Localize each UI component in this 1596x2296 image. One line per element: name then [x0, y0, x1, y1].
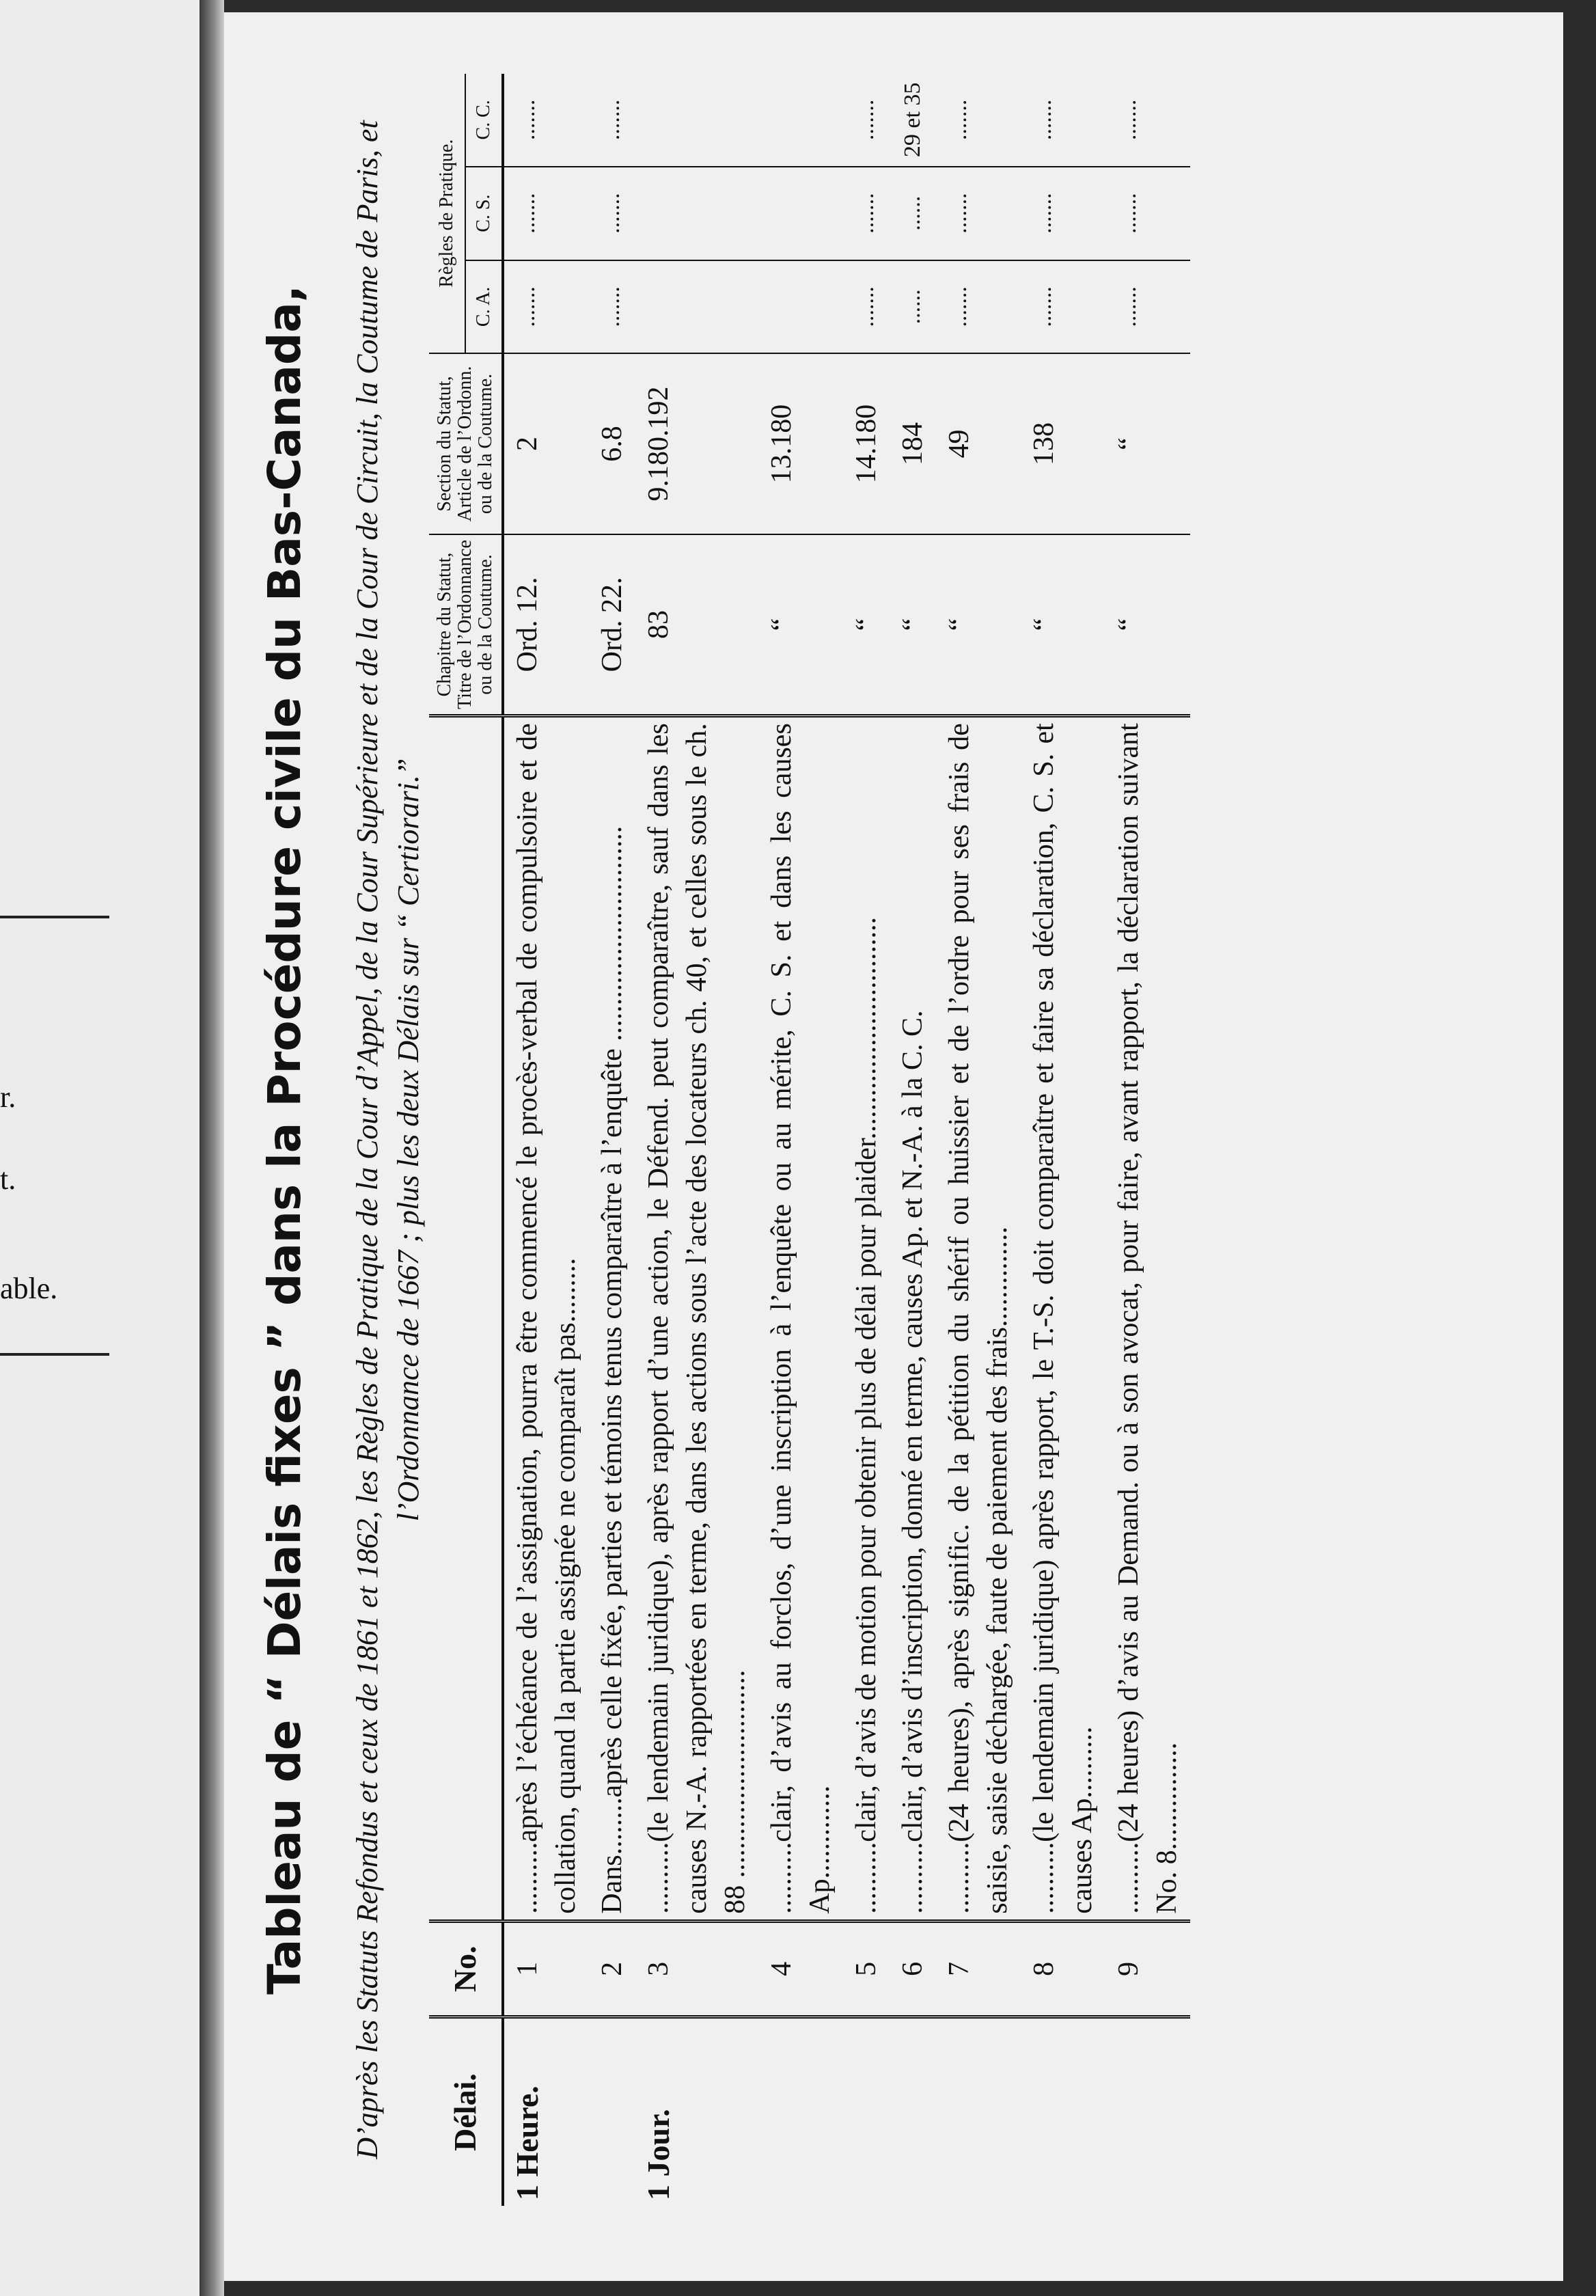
- book-gutter: [200, 0, 224, 2296]
- number-cell: 2: [589, 1921, 635, 2017]
- regle-cs-cell: .......: [589, 167, 635, 260]
- header-no: No.: [429, 1921, 503, 2017]
- description-cell: ..........(le lendemain juridique), après rapport d’une action, le Défend. peut comparaître, sauf dans les causes N.-A. rapportées en terme, dans les actions sous l’acte des locateurs ch. 40, et celles sous le ch. 88 .............................: [635, 716, 758, 1921]
- number-cell: 8: [1021, 1921, 1105, 2017]
- regle-ca-cell: .......: [1021, 260, 1105, 354]
- chapitre-cell: Ord. 22.: [589, 534, 635, 716]
- regle-ca-cell: [758, 260, 843, 354]
- chapitre-cell: Ord. 12.: [503, 534, 589, 716]
- description-cell: ..........(24 heures), après signific. de la pétition du shérif ou huissier et de l’ordre pour ses frais de saisie, saisie déchargée, faute de paiement des frais..............: [936, 716, 1021, 1921]
- left-page-fragment: [0, 0, 204, 2296]
- table-row: [503, 74, 589, 2206]
- delai-cell: 1 Heure.: [503, 2017, 589, 2206]
- chapitre-cell: “: [1105, 534, 1190, 716]
- regle-cc-cell: .......: [946, 99, 972, 141]
- left-text-fragment: r.: [0, 1080, 16, 1114]
- number-cell: 5: [843, 1921, 890, 2017]
- delais-table: [429, 74, 1190, 2206]
- regle-cc-cell: .......: [514, 99, 540, 141]
- number-cell: 9: [1105, 1921, 1190, 2017]
- delai-cell: [758, 2017, 843, 2206]
- regle-cs-cell: [758, 167, 843, 260]
- regle-cs-cell: .......: [1021, 167, 1105, 260]
- regle-cc-cell: 29 et 35: [900, 82, 925, 158]
- section-cell: 49: [936, 353, 1021, 534]
- delai-cell: [936, 2017, 1021, 2206]
- header-cs: C. S.: [465, 167, 503, 260]
- number-cell: 1: [503, 1921, 589, 2017]
- delai-cell: [1105, 2017, 1190, 2206]
- chapitre-cell: “: [890, 534, 936, 716]
- header-delai: Délai.: [429, 2017, 503, 2206]
- chapitre-cell: “: [843, 534, 890, 716]
- regle-ca-cell: [635, 260, 758, 354]
- delai-cell: [1021, 2017, 1105, 2206]
- section-cell: 9.180.192: [635, 353, 758, 534]
- section-cell: 138: [1021, 353, 1105, 534]
- section-cell: “: [1105, 353, 1190, 534]
- regle-cc-cell: [758, 74, 843, 167]
- description-cell: ..........clair, d’avis au forclos, d’une inscription à l’enquête ou au mérite, C. S. et dans les causes Ap.............: [758, 716, 843, 1921]
- section-cell: 13.180: [758, 353, 843, 534]
- table-row: [758, 74, 843, 2206]
- section-cell: 14.180: [843, 353, 890, 534]
- regle-ca-cell: .......: [936, 260, 1021, 354]
- number-cell: 7: [936, 1921, 1021, 2017]
- section-cell: 6.8: [589, 353, 635, 534]
- left-text-fragment: t.: [0, 1162, 16, 1196]
- description-cell: ..........après l’échéance de l’assignation, pourra être commencé le procès-verbal de compulsoire et de collation, quand la partie assignée ne comparaît pas.........: [503, 716, 589, 1921]
- delai-cell: [843, 2017, 890, 2206]
- description-cell: ..........(24 heures) d’avis au Demand. ou à son avocat, pour faire, avant rapport, la déclaration suivant No. 8...............: [1105, 716, 1190, 1921]
- regle-cc-cell: .......: [1031, 99, 1056, 141]
- regle-cs-cell: .......: [843, 167, 890, 260]
- regle-ca-cell: .......: [503, 260, 589, 354]
- header-regles: Règles de Pratique.: [429, 74, 465, 353]
- regle-ca-cell: .......: [1105, 260, 1190, 354]
- regle-ca-cell: .......: [843, 260, 890, 354]
- table-row: [1105, 74, 1190, 2206]
- table-row: [635, 74, 758, 2206]
- regle-cs-cell: .......: [1105, 167, 1190, 260]
- regle-ca-cell: ......: [890, 260, 936, 354]
- divider: [0, 1353, 109, 1356]
- page-subtitle: D’après les Statuts Refondus et ceux de 1861 et 1862, les Règles de Pratique de la Cour d’Appel, de la Cour Supérieure et de la Cour de Circuit, la Coutume de Paris, et l’Ordonnance de 1667 ; plus les deux Délais sur “ Certiorari.”: [350, 120, 425, 2159]
- table-row: [936, 74, 1021, 2206]
- regle-cs-cell: .......: [503, 167, 589, 260]
- header-cc: C. C.: [465, 74, 503, 167]
- regle-cs-cell: ......: [890, 167, 936, 260]
- delai-cell: [589, 2017, 635, 2206]
- chapitre-cell: “: [936, 534, 1021, 716]
- regle-cc-cell: .......: [1116, 99, 1141, 141]
- section-cell: 184: [890, 353, 936, 534]
- regle-cs-cell: .......: [936, 167, 1021, 260]
- table-row: [843, 74, 890, 2206]
- left-text-fragment: able.: [0, 1272, 58, 1305]
- header-ca: C. A.: [465, 260, 503, 354]
- table-row: [890, 74, 936, 2206]
- description-cell: ..........(le lendemain juridique) après rapport, le T.-S. doit comparaître et faire sa déclaration, C. S. et causes Ap..........: [1021, 716, 1105, 1921]
- regle-ca-cell: .......: [589, 260, 635, 354]
- regle-cc-cell: .......: [599, 99, 624, 141]
- chapitre-cell: “: [758, 534, 843, 716]
- chapitre-cell: “: [1021, 534, 1105, 716]
- delai-cell: [890, 2017, 936, 2206]
- description-cell: Dans........après celle fixée, parties et témoins tenus comparaître à l’enquête ..............................: [589, 716, 635, 1921]
- number-cell: 4: [758, 1921, 843, 2017]
- table-row: [589, 74, 635, 2206]
- regle-cc-cell: .......: [853, 99, 879, 141]
- divider: [0, 916, 109, 918]
- chapitre-cell: 83: [635, 534, 758, 716]
- section-cell: 2: [503, 353, 589, 534]
- document-page: [224, 12, 1563, 2281]
- header-chapitre: Chapitre du Statut, Titre de l’Ordonnance ou de la Coutume.: [429, 534, 503, 716]
- number-cell: 3: [635, 1921, 758, 2017]
- description-cell: ..........clair, d’avis de motion pour obtenir plus de délai pour plaider...............................: [843, 716, 890, 1921]
- regle-cs-cell: [635, 167, 758, 260]
- regle-cc-cell: [635, 74, 758, 167]
- table-row: [1021, 74, 1105, 2206]
- header-description: [429, 716, 503, 1921]
- page-title: Tableau de “ Délais fixes ” dans la Procédure civile du Bas-Canada,: [258, 285, 311, 1995]
- header-section: Section du Statut, Article de l’Ordonn. ou de la Coutume.: [429, 353, 503, 534]
- description-cell: ..........clair, d’avis d’inscription, donné en terme, causes Ap. et N.-A. à la C. C.: [890, 716, 936, 1921]
- number-cell: 6: [890, 1921, 936, 2017]
- delai-cell: 1 Jour.: [635, 2017, 758, 2206]
